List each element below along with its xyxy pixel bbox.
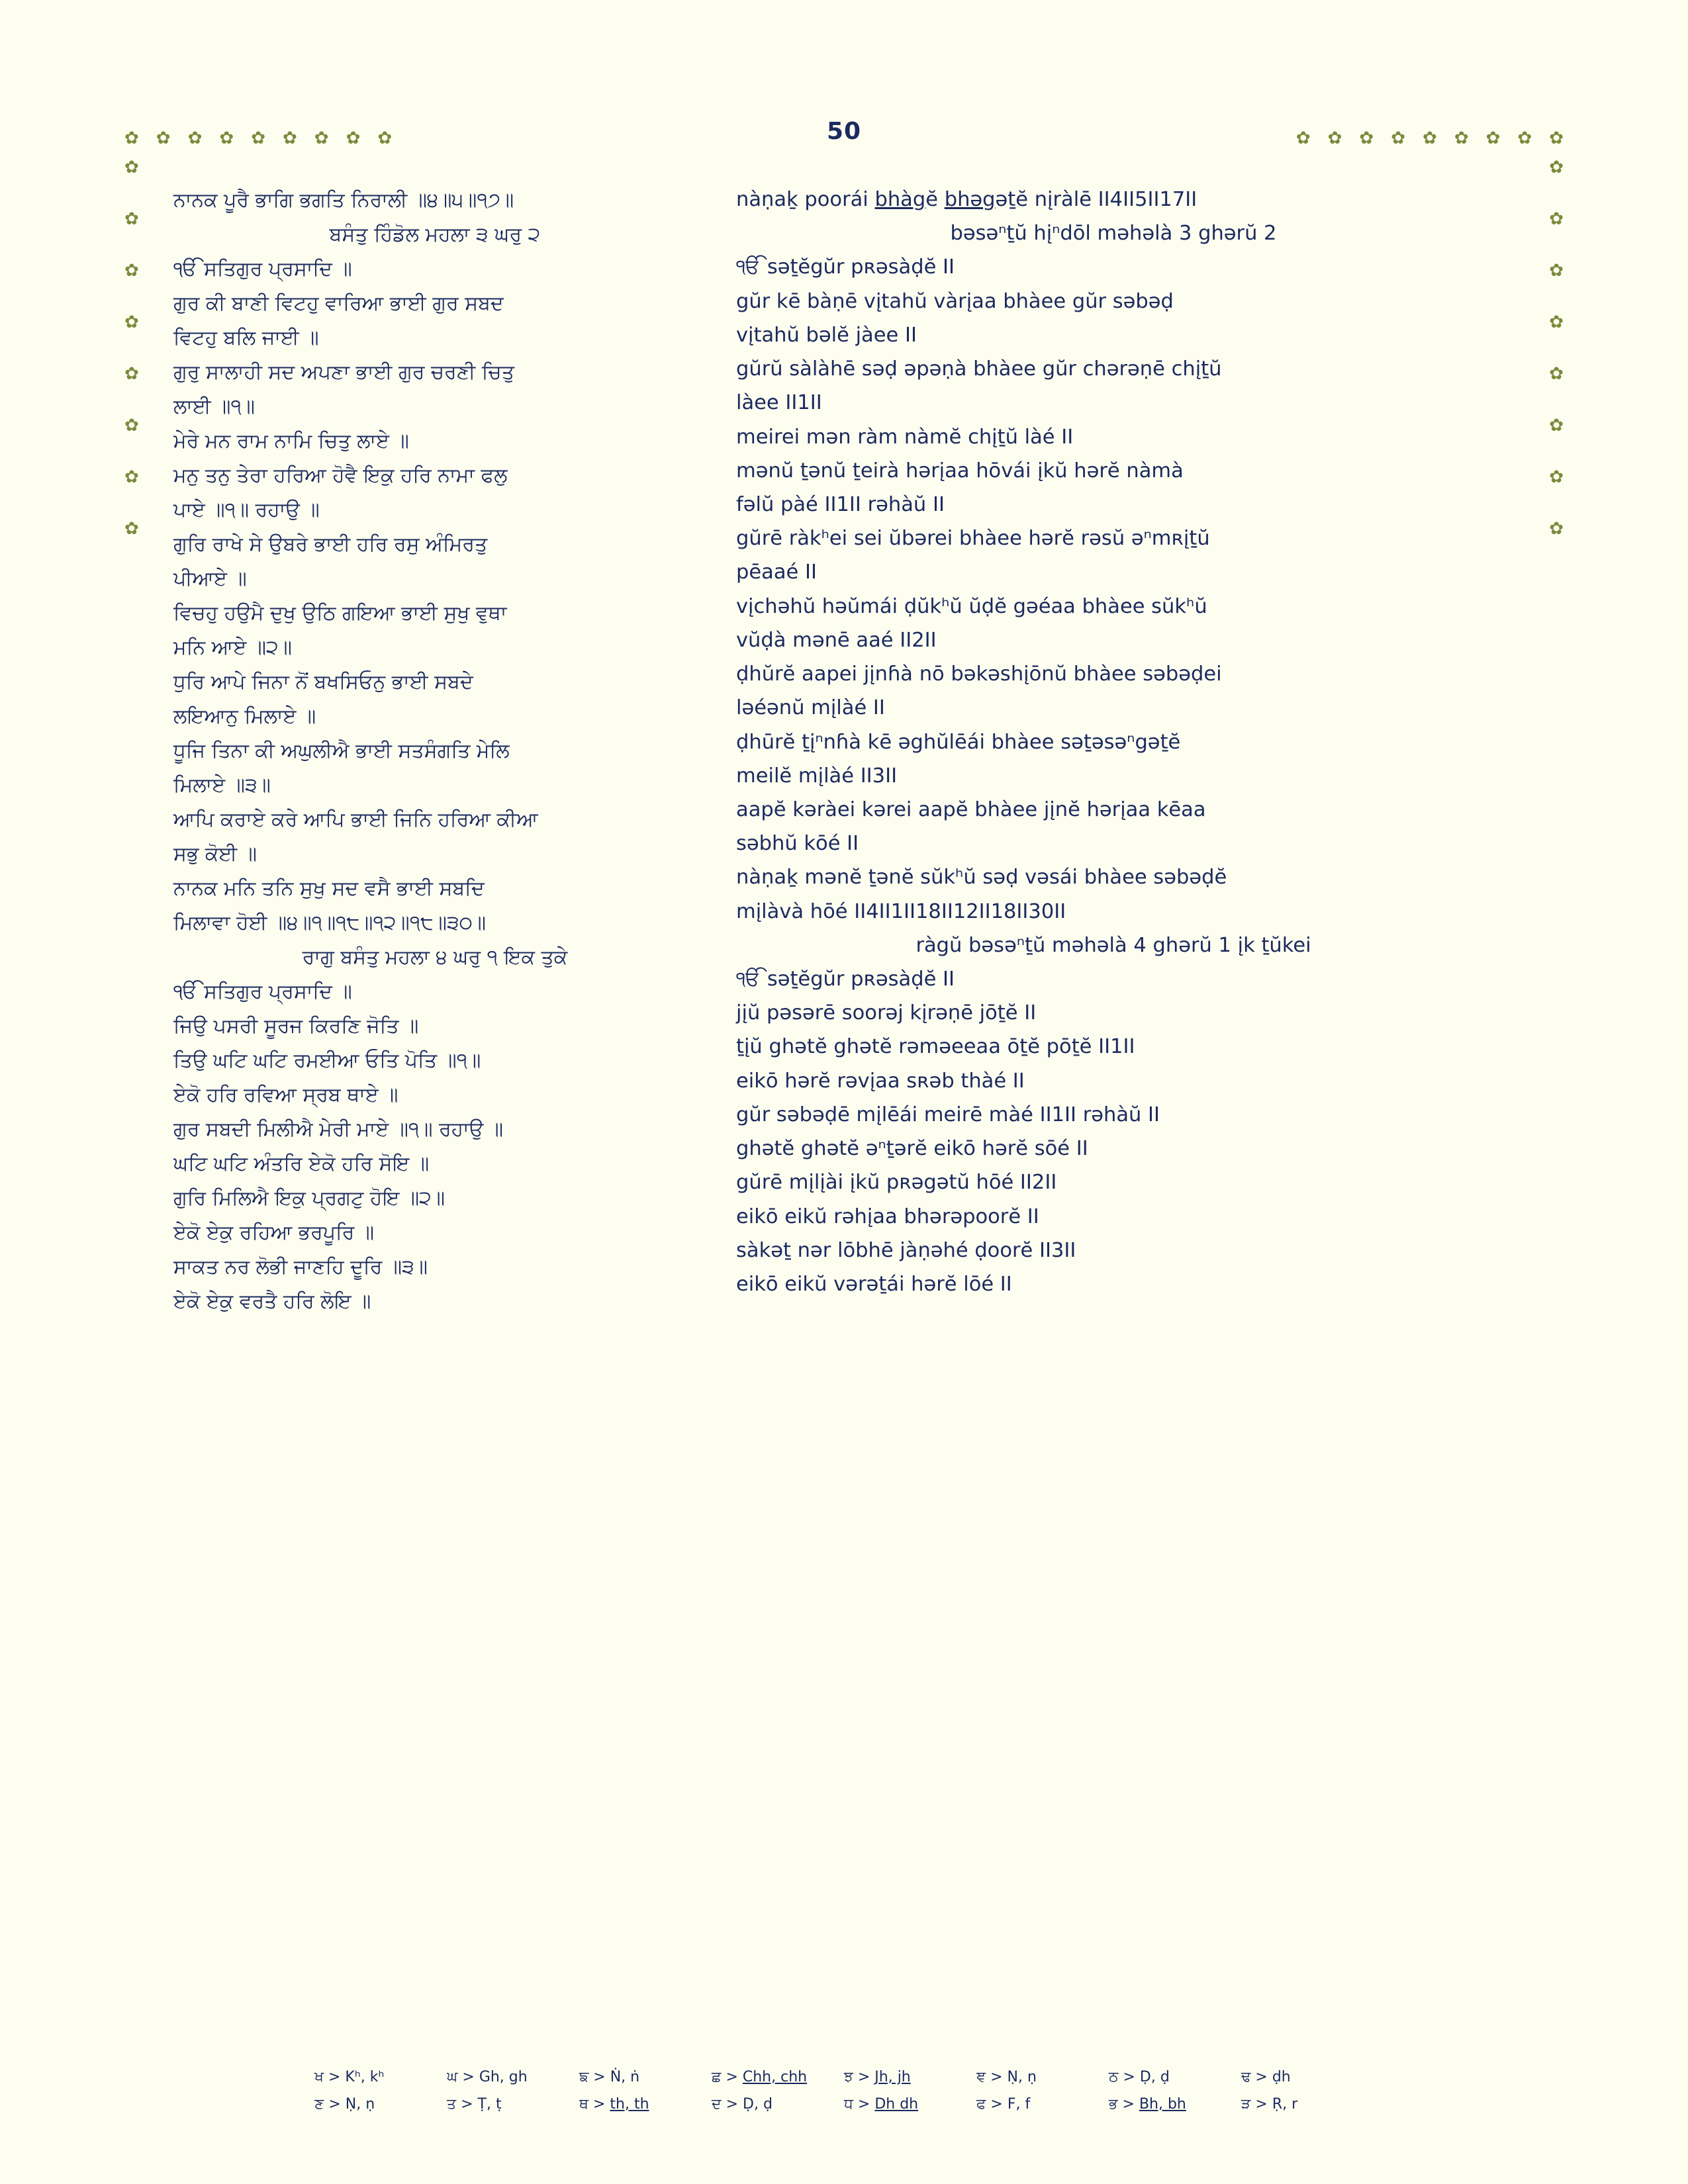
key-separator: > [592, 2096, 606, 2113]
gurmukhi-column [173, 185, 696, 1321]
key-cell [1241, 2096, 1374, 2113]
ornament-flower-icon: ✿ [1549, 128, 1564, 148]
transliteration-line: nàṇaḵ poorái bhàgĕ bhəgəṯĕ nįràlē II4II5II17II [736, 188, 1197, 211]
gurmukhi-line: ਤਿਉ ਘਟਿ ਘਟਿ ਰਮਈਆ ਓਤਿ ਪੋਤਿ ॥੧॥ [173, 1049, 481, 1072]
key-row-1 [0, 2069, 1688, 2085]
ornament-flower-icon: ✿ [1485, 128, 1501, 148]
key-cell [447, 2096, 579, 2113]
gurmukhi-line: ਲਇਆਨੁ ਮਿਲਾਏ ॥ [173, 705, 316, 728]
key-separator: > [1255, 2069, 1268, 2085]
transliteration-line: làee II1II [736, 391, 822, 415]
gurmukhi-line: ਏਕੋ ਹਰਿ ਰਵਿਆ ਸ੍ਰਬ ਥਾਏ ॥ [173, 1083, 399, 1107]
gurmukhi-line: ੴ ਸਤਿਗੁਰ ਪ੍ਰਸਾਦਿ ॥ [173, 980, 352, 1003]
ornament-flower-icon: ✿ [124, 364, 139, 384]
gurmukhi-line: ਗੁਰਿ ਮਿਲਿਐ ਇਕੁ ਪ੍ਰਗਟੁ ਹੋਇ ॥੨॥ [173, 1187, 445, 1210]
ornament-flower-icon: ✿ [282, 128, 297, 148]
gurmukhi-line: ਸਾਕਤ ਨਰ ਲੋਭੀ ਜਾਣਹਿ ਦੂਰਿ ॥੩॥ [173, 1255, 428, 1279]
key-roman: Jh, jh [874, 2069, 911, 2085]
ornament-flower-icon: ✿ [1549, 261, 1564, 281]
gurmukhi-line: ਲਾਈ ॥੧॥ [173, 395, 255, 418]
transliteration-line: gŭrē mįlįài įkŭ pʀəgətŭ hōé II2II [736, 1171, 1057, 1195]
gurmukhi-line: ਮਨਿ ਆਏ ॥੨॥ [173, 636, 292, 659]
transliteration-line: meirei mən ràm nàmĕ chįṯŭ làé II [736, 425, 1074, 449]
key-gurmukhi: ੜ [1241, 2096, 1251, 2113]
key-cell [579, 2069, 712, 2085]
key-separator: > [990, 2069, 1003, 2085]
transliteration-line: gŭr səbəḍē mįlēái meirē màé II1II rəhàŭ II [736, 1103, 1160, 1126]
key-roman: Chh, chh [742, 2069, 808, 2085]
ornament-flower-icon: ✿ [1391, 128, 1406, 148]
gurmukhi-line: ਸਭੁ ਕੋਈ ॥ [173, 842, 257, 866]
gurmukhi-line: ਗੁਰ ਸਬਦੀ ਮਿਲੀਐ ਮੇਰੀ ਮਾਏ ॥੧॥ ਰਹਾਉ ॥ [173, 1118, 504, 1141]
ornament-flower-icon: ✿ [1549, 519, 1564, 539]
gurmukhi-line: ਨਾਨਕ ਪੂਰੈ ਭਾਗਿ ਭਗਤਿ ਨਿਰਾਲੀ ॥੪॥੫॥੧੭॥ [173, 189, 514, 212]
gurmukhi-line: ਏਕੋ ਏਕੁ ਵਰਤੈ ਹਰਿ ਲੋਇ ॥ [173, 1290, 371, 1313]
key-gurmukhi: ਥ [579, 2096, 588, 2113]
transliteration-line: eikō hərĕ rəvįaa sʀəb thàé II [736, 1069, 1025, 1093]
key-roman: Gh, gh [479, 2069, 528, 2085]
transliteration-line: ləéənŭ mįlàé II [736, 696, 885, 720]
gurmukhi-line: ਵਿਟਹੁ ਬਲਿ ਜਾਈ ॥ [173, 326, 319, 349]
gurmukhi-line: ਵਿਚਹੁ ਹਉਮੈ ਦੁਖੁ ਉਠਿ ਗਇਆ ਭਾਈ ਸੁਖੁ ਵੁਥਾ [173, 602, 507, 625]
ornament-col-right [1549, 159, 1564, 537]
key-cell [447, 2069, 579, 2085]
ornament-flower-icon: ✿ [1454, 128, 1469, 148]
page-number: 50 [826, 118, 862, 145]
key-cell [712, 2069, 844, 2085]
key-cell [1109, 2069, 1241, 2085]
transliteration-line: fəlŭ pàé II1II rəhàŭ II [736, 492, 945, 516]
gurmukhi-line: ੴ ਸਤਿਗੁਰ ਪ੍ਰਸਾਦਿ ॥ [173, 257, 352, 281]
key-gurmukhi: ਧ [844, 2096, 853, 2113]
key-separator: > [726, 2069, 738, 2085]
key-gurmukhi: ਞ [976, 2069, 986, 2085]
key-gurmukhi: ਖ [314, 2069, 324, 2085]
ornament-flower-icon: ✿ [1549, 209, 1564, 229]
transliteration-line: nàṇaḵ mənĕ ṯənĕ sŭkʰŭ səḍ vəsái bhàee səbəḍĕ [736, 866, 1227, 889]
transliteration-line: ràgŭ bəsəⁿṯŭ məhəlà 4 ghərŭ 1 įk ṯŭkei [915, 933, 1311, 957]
transliteration-line: ṯįŭ ghətĕ ghətĕ rəməeeaa ōṯĕ pōṯĕ II1II [736, 1035, 1135, 1059]
key-gurmukhi: ਙ [579, 2069, 589, 2085]
gurmukhi-line: ਮਨੁ ਤਨੁ ਤੇਰਾ ਹਰਿਆ ਹੋਵੈ ਇਕੁ ਹਰਿ ਨਾਮਾ ਫਲੁ [173, 464, 508, 487]
key-separator: > [328, 2096, 341, 2113]
transliteration-line: gŭr kē bàṇē vįtahŭ vàrįaa bhàee gŭr səbəḍ [736, 289, 1174, 313]
transliteration-line: vįtahŭ bəlĕ jàee II [736, 323, 917, 347]
transliteration-line: vįchəhŭ həŭmái ḍŭkʰŭ ŭḍĕ gəéaa bhàee sŭkʰŭ [736, 594, 1207, 618]
gurmukhi-line: ਬਸੰਤੁ ਹਿੰਡੋਲ ਮਹਲਾ ੩ ਘਰੁ ੨ [329, 223, 541, 246]
transliteration-line: eikō eikŭ rəhįaa bhərəpoorĕ II [736, 1205, 1039, 1228]
ornament-flower-icon: ✿ [156, 128, 171, 148]
transliteration-line: vŭḍà mənē aaé II2II [736, 628, 937, 652]
ornament-flower-icon: ✿ [124, 519, 139, 539]
key-gurmukhi: ਝ [844, 2069, 853, 2085]
ornament-flower-icon: ✿ [346, 128, 361, 148]
transliteration-line: ḍhūrĕ ṯįⁿnɦà kē əghŭlēái bhàee səṯəsəⁿgəṯĕ [736, 730, 1181, 754]
ornament-flower-icon: ✿ [1549, 416, 1564, 435]
gurmukhi-line: ਮਿਲਾਵਾ ਹੋਈ ॥੪॥੧॥੧੮॥੧੨॥੧੮॥੩੦॥ [173, 911, 487, 934]
transliteration-line: mənŭ ṯənŭ ṯeirà hərįaa hōvái įkŭ hərĕ nàmà [736, 459, 1184, 482]
key-cell [844, 2096, 976, 2113]
key-cell [844, 2069, 976, 2085]
key-separator: > [593, 2069, 606, 2085]
ornament-row-top-right [1296, 130, 1564, 147]
transliteration-line: aapĕ kəràei kərei aapĕ bhàee jįnĕ hərįaa kēaa [736, 797, 1206, 821]
gurmukhi-line: ਰਾਗੁ ਬਸੰਤੁ ਮਹਲਾ ੪ ਘਰੁ ੧ ਇਕ ਤੁਕੇ [302, 946, 568, 969]
transliteration-line: ghətĕ ghətĕ əⁿṯərĕ eikō hərĕ sōé II [736, 1137, 1088, 1161]
key-gurmukhi: ਛ [712, 2069, 722, 2085]
gurmukhi-line: ਏਕੋ ਏਕੁ ਰਹਿਆ ਭਰਪੂਰਿ ॥ [173, 1221, 375, 1244]
key-roman: Dh dh [874, 2096, 919, 2113]
transliteration-line: ੴ səṯĕgŭr pʀəsàḍĕ II [736, 968, 955, 991]
gurmukhi-line: ਪੀਆਏ ॥ [173, 567, 247, 590]
ornament-flower-icon: ✿ [1517, 128, 1532, 148]
gurmukhi-line: ਜਿਉ ਪਸਰੀ ਸੂਰਜ ਕਿਰਣਿ ਜੋਤਿ ॥ [173, 1015, 419, 1038]
transliteration-line: səbhŭ kōé II [736, 832, 859, 856]
ornament-flower-icon: ✿ [314, 128, 329, 148]
ornament-flower-icon: ✿ [1549, 158, 1564, 177]
ornament-flower-icon: ✿ [1549, 312, 1564, 332]
key-separator: > [1255, 2096, 1268, 2113]
key-cell [579, 2096, 712, 2113]
key-gurmukhi: ਘ [447, 2069, 458, 2085]
ornament-flower-icon: ✿ [124, 261, 139, 281]
transliteration-line: bəsəⁿṯŭ hįⁿdōl məhəlà 3 ghərŭ 2 [950, 222, 1277, 246]
key-gurmukhi: ਢ [1241, 2069, 1251, 2085]
key-roman: th, th [610, 2096, 649, 2113]
ornament-flower-icon: ✿ [1295, 128, 1311, 148]
transliteration-line: eikō eikŭ vərəṯái hərĕ lōé II [736, 1273, 1012, 1296]
key-roman: Ḍ, ḍ [743, 2096, 773, 2113]
ornament-flower-icon: ✿ [1549, 467, 1564, 487]
key-separator: > [1123, 2069, 1135, 2085]
key-cell [314, 2096, 447, 2113]
key-separator: > [857, 2096, 870, 2113]
ornament-flower-icon: ✿ [1549, 364, 1564, 384]
key-cell [712, 2096, 844, 2113]
transliteration-line: sàkəṯ nər lōbhē jàṇəhé ḍoorĕ II3II [736, 1238, 1076, 1262]
transliteration-key [0, 2069, 1688, 2113]
key-roman: Ṭ, ṭ [477, 2096, 502, 2113]
key-gurmukhi: ਤ [447, 2096, 457, 2113]
ornament-flower-icon: ✿ [1423, 128, 1437, 148]
ornament-flower-icon: ✿ [124, 128, 139, 148]
key-roman: Ṅ, ṅ [610, 2069, 640, 2085]
key-gurmukhi: ਫ [976, 2096, 986, 2113]
gurmukhi-line: ਨਾਨਕ ਮਨਿ ਤਨਿ ਸੁਖੁ ਸਦ ਵਸੈ ਭਾਈ ਸਬਦਿ [173, 877, 485, 900]
transliteration-column [736, 185, 1491, 1321]
ornament-flower-icon: ✿ [187, 128, 203, 148]
gurmukhi-line: ਮਿਲਾਏ ॥੩॥ [173, 774, 271, 797]
key-cell [1241, 2069, 1374, 2085]
key-gurmukhi: ਣ [314, 2096, 324, 2113]
key-cell [1109, 2096, 1241, 2113]
key-roman: Ṇ, ṇ [345, 2096, 375, 2113]
transliteration-line: ੴ səṯĕgŭr pʀəsàḍĕ II [736, 255, 955, 279]
key-roman: Ṇ, ṇ [1007, 2069, 1037, 2085]
ornament-flower-icon: ✿ [1327, 128, 1342, 148]
key-cell [976, 2069, 1109, 2085]
key-separator: > [857, 2069, 870, 2085]
key-cell [314, 2069, 447, 2085]
key-separator: > [462, 2069, 475, 2085]
transliteration-line: gŭrŭ sàlàhē səḍ əpəṇà bhàee gŭr chərəṇē chįṯŭ [736, 357, 1222, 381]
transliteration-line: meilĕ mįlàé II3II [736, 764, 898, 788]
gurmukhi-line: ਆਪਿ ਕਰਾਏ ਕਰੇ ਆਪਿ ਭਾਈ ਜਿਨਿ ਹਰਿਆ ਕੀਆ [173, 808, 538, 831]
key-roman: Ḍ, ḍ [1139, 2069, 1170, 2085]
gurmukhi-line: ਧੂਜਿ ਤਿਨਾ ਕੀ ਅਘੁਲੀਐ ਭਾਈ ਸਤਸੰਗਤਿ ਮੇਲਿ [173, 739, 510, 762]
ornament-flower-icon: ✿ [251, 128, 265, 148]
gurmukhi-line: ਪਾਏ ॥੧॥ ਰਹਾਉ ॥ [173, 498, 320, 522]
ornament-row-top-left [124, 130, 392, 147]
key-separator: > [328, 2069, 341, 2085]
transliteration-line: gŭrē ràkʰei sei ŭbərei bhàee hərĕ rəsŭ əⁿmʀįṯŭ [736, 527, 1210, 551]
gurmukhi-line: ਧੁਰਿ ਆਪੇ ਜਿਨਾ ਨੋਂ ਬਖਸਿਓਨੁ ਭਾਈ ਸਬਦੇ [173, 670, 473, 694]
key-roman: Bh, bh [1139, 2096, 1186, 2113]
key-separator: > [1122, 2096, 1135, 2113]
gurmukhi-line: ਘਟਿ ਘਟਿ ਅੰਤਰਿ ਏਕੋ ਹਰਿ ਸੋਇ ॥ [173, 1152, 430, 1175]
gurmukhi-line: ਗੁਰਿ ਰਾਖੇ ਸੇ ਉਬਰੇ ਭਾਈ ਹਰਿ ਰਸੁ ਅੰਮਿਰਤੁ [173, 533, 488, 556]
key-cell [976, 2096, 1109, 2113]
text-columns [173, 185, 1549, 1321]
transliteration-line: jįŭ pəsərē soorəj kįrəṇē jōṯĕ II [736, 1001, 1037, 1025]
ornament-flower-icon: ✿ [124, 467, 139, 487]
gurmukhi-line: ਗੁਰ ਕੀ ਬਾਣੀ ਵਿਟਹੁ ਵਾਰਿਆ ਭਾਈ ਗੁਰ ਸਬਦ [173, 292, 504, 315]
key-roman: Kʰ, kʰ [345, 2069, 385, 2085]
ornament-flower-icon: ✿ [124, 158, 139, 177]
ornament-flower-icon: ✿ [124, 416, 139, 435]
key-roman: Ṛ, r [1272, 2096, 1298, 2113]
key-separator: > [461, 2096, 473, 2113]
key-roman: ḍh [1272, 2069, 1291, 2085]
ornament-flower-icon: ✿ [124, 312, 139, 332]
key-separator: > [726, 2096, 739, 2113]
gurmukhi-line: ਮੇਰੇ ਮਨ ਰਾਮ ਨਾਮਿ ਚਿਤੁ ਲਾਏ ॥ [173, 430, 409, 453]
ornament-col-left [124, 159, 139, 537]
transliteration-line: mįlàvà hōé II4II1II18II12II18II30II [736, 899, 1066, 923]
key-gurmukhi: ਦ [712, 2096, 722, 2113]
key-gurmukhi: ਠ [1109, 2069, 1119, 2085]
key-roman: F, f [1007, 2096, 1031, 2113]
ornament-flower-icon: ✿ [219, 128, 234, 148]
key-row-2 [0, 2096, 1688, 2113]
key-separator: > [990, 2096, 1003, 2113]
ornament-flower-icon: ✿ [377, 128, 393, 148]
gurmukhi-line: ਗੁਰੁ ਸਾਲਾਹੀ ਸਦ ਅਪਣਾ ਭਾਈ ਗੁਰ ਚਰਣੀ ਚਿਤੁ [173, 361, 514, 384]
transliteration-line: ḍhŭrĕ aapei jįnɦà nō bəkəshįōnŭ bhàee səbəḍei [736, 662, 1222, 686]
ornament-flower-icon: ✿ [124, 209, 139, 229]
ornament-flower-icon: ✿ [1359, 128, 1374, 148]
key-gurmukhi: ਭ [1109, 2096, 1118, 2113]
transliteration-line: pēaaé II [736, 561, 817, 584]
